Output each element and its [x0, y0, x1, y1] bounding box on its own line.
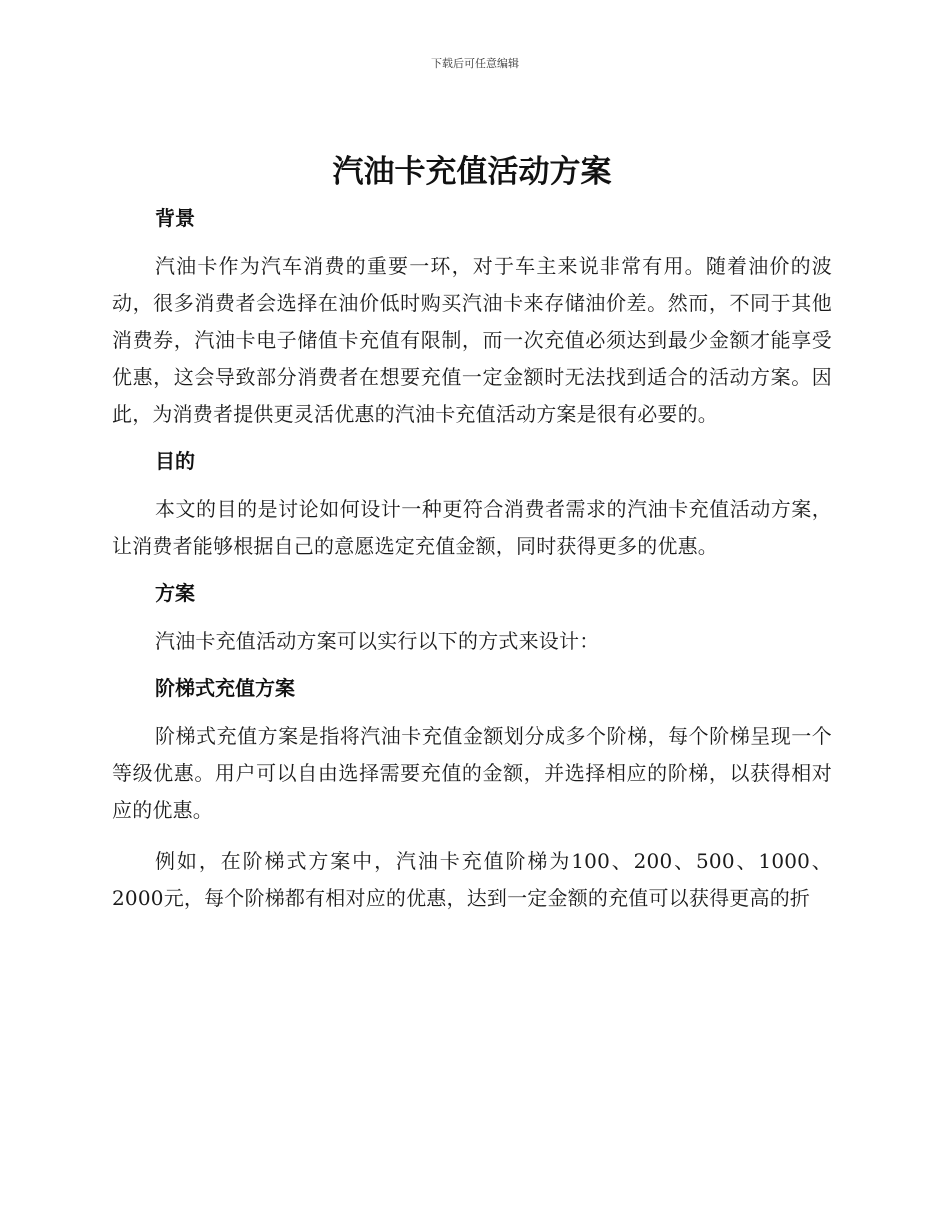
document-body — [112, 150, 832, 931]
paragraph-plan: 汽油卡充值活动方案可以实行以下的方式来设计： — [155, 629, 600, 653]
paragraph-background: 汽油卡作为汽车消费的重要一环，对于车主来说非常有用。随着油价的波动，很多消费者会选择在油价低时购买汽油卡来存储油价差。然而，不同于其他消费券，汽油卡电子储值卡充值有限制，而一次充值必须达到最少金额才能享受优惠，这会导致部分消费者在想要充值一定金额时无法找到适合的活动方案。因此，为消费者提供更灵活优惠的汽油卡充值活动方案是很有必要的。 — [112, 254, 832, 426]
section-heading-plan: 方案 — [155, 581, 195, 605]
section-heading-tiered: 阶梯式充值方案 — [155, 676, 295, 700]
section-heading-purpose: 目的 — [155, 449, 195, 473]
paragraph-purpose: 本文的目的是讨论如何设计一种更符合消费者需求的汽油卡充值活动方案，让消费者能够根据自己的意愿选定充值金额，同时获得更多的优惠。 — [112, 497, 832, 558]
section-heading-background: 背景 — [155, 206, 195, 230]
document-title: 汽油卡充值活动方案 — [332, 154, 612, 190]
page-header-note: 下载后可任意编辑 — [431, 57, 519, 70]
paragraph-tiered-description: 阶梯式充值方案是指将汽油卡充值金额划分成多个阶梯，每个阶梯呈现一个等级优惠。用户可以自由选择需要充值的金额，并选择相应的阶梯，以获得相对应的优惠。 — [112, 724, 832, 822]
paragraph-tiered-example: 例如，在阶梯式方案中，汽油卡充值阶梯为100、200、500、1000、2000元，每个阶梯都有相对应的优惠，达到一定金额的充值可以获得更高的折 — [112, 849, 832, 910]
